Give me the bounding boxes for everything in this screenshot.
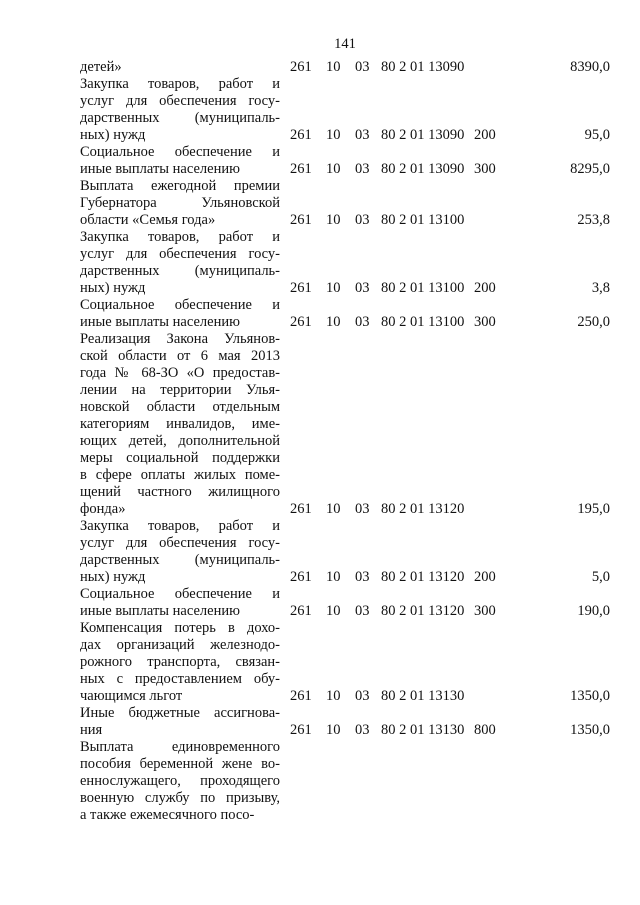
cell-vr: 300 bbox=[474, 161, 496, 177]
description-line: иные выплаты населению bbox=[80, 603, 240, 619]
cell-ved: 261 bbox=[290, 501, 312, 517]
cell-pr: 03 bbox=[355, 212, 370, 228]
cell-ved: 261 bbox=[290, 314, 312, 330]
description-line: Компенсация потерь в дохо- bbox=[80, 620, 280, 636]
cell-ved: 261 bbox=[290, 161, 312, 177]
cell-pr: 03 bbox=[355, 722, 370, 738]
row-description bbox=[80, 144, 280, 178]
cell-pr: 03 bbox=[355, 569, 370, 585]
table-row bbox=[0, 59, 640, 76]
description-line: в сфере оплаты жилых поме- bbox=[80, 467, 280, 483]
description-line: Закупка товаров, работ и bbox=[80, 76, 280, 92]
description-line: иные выплаты населению bbox=[80, 314, 240, 330]
cell-ved: 261 bbox=[290, 212, 312, 228]
cell-csr: 80 2 01 13100 bbox=[381, 280, 465, 296]
cell-sum: 95,0 bbox=[584, 127, 610, 143]
table-row bbox=[0, 297, 640, 331]
cell-pr: 03 bbox=[355, 314, 370, 330]
description-line: дарственных (муниципаль- bbox=[80, 552, 280, 568]
page-number: 141 bbox=[334, 36, 356, 52]
cell-ved: 261 bbox=[290, 59, 312, 75]
description-line: Закупка товаров, работ и bbox=[80, 229, 280, 245]
cell-csr: 80 2 01 13090 bbox=[381, 161, 465, 177]
cell-ved: 261 bbox=[290, 127, 312, 143]
cell-csr: 80 2 01 13090 bbox=[381, 59, 465, 75]
description-line: военную службу по призыву, bbox=[80, 790, 280, 806]
row-description bbox=[80, 59, 280, 76]
cell-ved: 261 bbox=[290, 722, 312, 738]
description-line: щений частного жилищного bbox=[80, 484, 280, 500]
description-line: ных) нужд bbox=[80, 569, 146, 585]
row-description bbox=[80, 331, 280, 518]
description-line: а также ежемесячного посо- bbox=[80, 807, 255, 823]
description-line: Выплата ежегодной премии bbox=[80, 178, 280, 194]
description-line: лении на территории Улья- bbox=[80, 382, 280, 398]
cell-rz: 10 bbox=[326, 603, 341, 619]
cell-sum: 8295,0 bbox=[570, 161, 610, 177]
cell-pr: 03 bbox=[355, 603, 370, 619]
cell-csr: 80 2 01 13090 bbox=[381, 127, 465, 143]
description-line: Социальное обеспечение и bbox=[80, 144, 280, 160]
cell-pr: 03 bbox=[355, 127, 370, 143]
cell-vr: 200 bbox=[474, 569, 496, 585]
description-line: Губернатора Ульяновской bbox=[80, 195, 280, 211]
description-line: Реализация Закона Ульянов- bbox=[80, 331, 280, 347]
cell-sum: 250,0 bbox=[577, 314, 610, 330]
cell-csr: 80 2 01 13120 bbox=[381, 501, 465, 517]
table-row bbox=[0, 705, 640, 739]
cell-rz: 10 bbox=[326, 280, 341, 296]
cell-pr: 03 bbox=[355, 161, 370, 177]
row-description bbox=[80, 518, 280, 586]
cell-rz: 10 bbox=[326, 59, 341, 75]
table-row bbox=[0, 331, 640, 518]
row-description bbox=[80, 178, 280, 229]
description-line: чающимся льгот bbox=[80, 688, 183, 704]
table-row bbox=[0, 620, 640, 705]
cell-sum: 253,8 bbox=[577, 212, 610, 228]
row-description bbox=[80, 76, 280, 144]
cell-pr: 03 bbox=[355, 59, 370, 75]
description-line: новской области отдельным bbox=[80, 399, 280, 415]
cell-sum: 1350,0 bbox=[570, 688, 610, 704]
description-line: еннослужащего, проходящего bbox=[80, 773, 280, 789]
cell-csr: 80 2 01 13120 bbox=[381, 569, 465, 585]
table-row bbox=[0, 518, 640, 586]
cell-ved: 261 bbox=[290, 569, 312, 585]
description-line: дарственных (муниципаль- bbox=[80, 263, 280, 279]
cell-sum: 3,8 bbox=[591, 280, 610, 296]
cell-pr: 03 bbox=[355, 501, 370, 517]
description-line: услуг для обеспечения госу- bbox=[80, 246, 280, 262]
cell-sum: 8390,0 bbox=[570, 59, 610, 75]
description-line: Закупка товаров, работ и bbox=[80, 518, 280, 534]
cell-csr: 80 2 01 13120 bbox=[381, 603, 465, 619]
description-line: услуг для обеспечения госу- bbox=[80, 93, 280, 109]
description-line: детей» bbox=[80, 59, 122, 75]
row-description bbox=[80, 620, 280, 705]
description-line: Социальное обеспечение и bbox=[80, 297, 280, 313]
cell-rz: 10 bbox=[326, 569, 341, 585]
description-line: пособия беременной жене во- bbox=[80, 756, 280, 772]
description-line: области «Семья года» bbox=[80, 212, 216, 228]
cell-rz: 10 bbox=[326, 688, 341, 704]
description-line: Иные бюджетные ассигнова- bbox=[80, 705, 280, 721]
description-line: Социальное обеспечение и bbox=[80, 586, 280, 602]
description-line: ния bbox=[80, 722, 103, 738]
row-description bbox=[80, 705, 280, 739]
cell-rz: 10 bbox=[326, 314, 341, 330]
row-description bbox=[80, 739, 280, 824]
cell-vr: 300 bbox=[474, 603, 496, 619]
row-description bbox=[80, 297, 280, 331]
description-line: ных) нужд bbox=[80, 127, 146, 143]
cell-vr: 200 bbox=[474, 280, 496, 296]
cell-ved: 261 bbox=[290, 280, 312, 296]
description-line: услуг для обеспечения госу- bbox=[80, 535, 280, 551]
cell-csr: 80 2 01 13130 bbox=[381, 688, 465, 704]
cell-rz: 10 bbox=[326, 722, 341, 738]
cell-sum: 190,0 bbox=[577, 603, 610, 619]
cell-csr: 80 2 01 13100 bbox=[381, 314, 465, 330]
table-row bbox=[0, 586, 640, 620]
cell-vr: 300 bbox=[474, 314, 496, 330]
cell-pr: 03 bbox=[355, 280, 370, 296]
table-row bbox=[0, 229, 640, 297]
table-row bbox=[0, 739, 640, 824]
description-line: года № 68-ЗО «О предостав- bbox=[80, 365, 280, 381]
cell-rz: 10 bbox=[326, 212, 341, 228]
cell-sum: 195,0 bbox=[577, 501, 610, 517]
cell-rz: 10 bbox=[326, 161, 341, 177]
table-row bbox=[0, 178, 640, 229]
cell-csr: 80 2 01 13100 bbox=[381, 212, 465, 228]
description-line: ных) нужд bbox=[80, 280, 146, 296]
description-line: иные выплаты населению bbox=[80, 161, 240, 177]
description-line: дарственных (муниципаль- bbox=[80, 110, 280, 126]
description-line: Выплата единовременного bbox=[80, 739, 280, 755]
description-line: рожного транспорта, связан- bbox=[80, 654, 280, 670]
cell-sum: 1350,0 bbox=[570, 722, 610, 738]
table-row bbox=[0, 144, 640, 178]
cell-rz: 10 bbox=[326, 127, 341, 143]
cell-csr: 80 2 01 13130 bbox=[381, 722, 465, 738]
cell-ved: 261 bbox=[290, 603, 312, 619]
cell-sum: 5,0 bbox=[591, 569, 610, 585]
cell-rz: 10 bbox=[326, 501, 341, 517]
description-line: ской области от 6 мая 2013 bbox=[80, 348, 280, 364]
row-description bbox=[80, 586, 280, 620]
description-line: меры социальной поддержки bbox=[80, 450, 280, 466]
description-line: ных с предоставлением обу- bbox=[80, 671, 280, 687]
table-row bbox=[0, 76, 640, 144]
description-line: фонда» bbox=[80, 501, 126, 517]
description-line: дах организаций железнодо- bbox=[80, 637, 280, 653]
description-line: категориям инвалидов, име- bbox=[80, 416, 280, 432]
cell-pr: 03 bbox=[355, 688, 370, 704]
row-description bbox=[80, 229, 280, 297]
cell-vr: 200 bbox=[474, 127, 496, 143]
cell-vr: 800 bbox=[474, 722, 496, 738]
cell-ved: 261 bbox=[290, 688, 312, 704]
description-line: ющих детей, дополнительной bbox=[80, 433, 280, 449]
